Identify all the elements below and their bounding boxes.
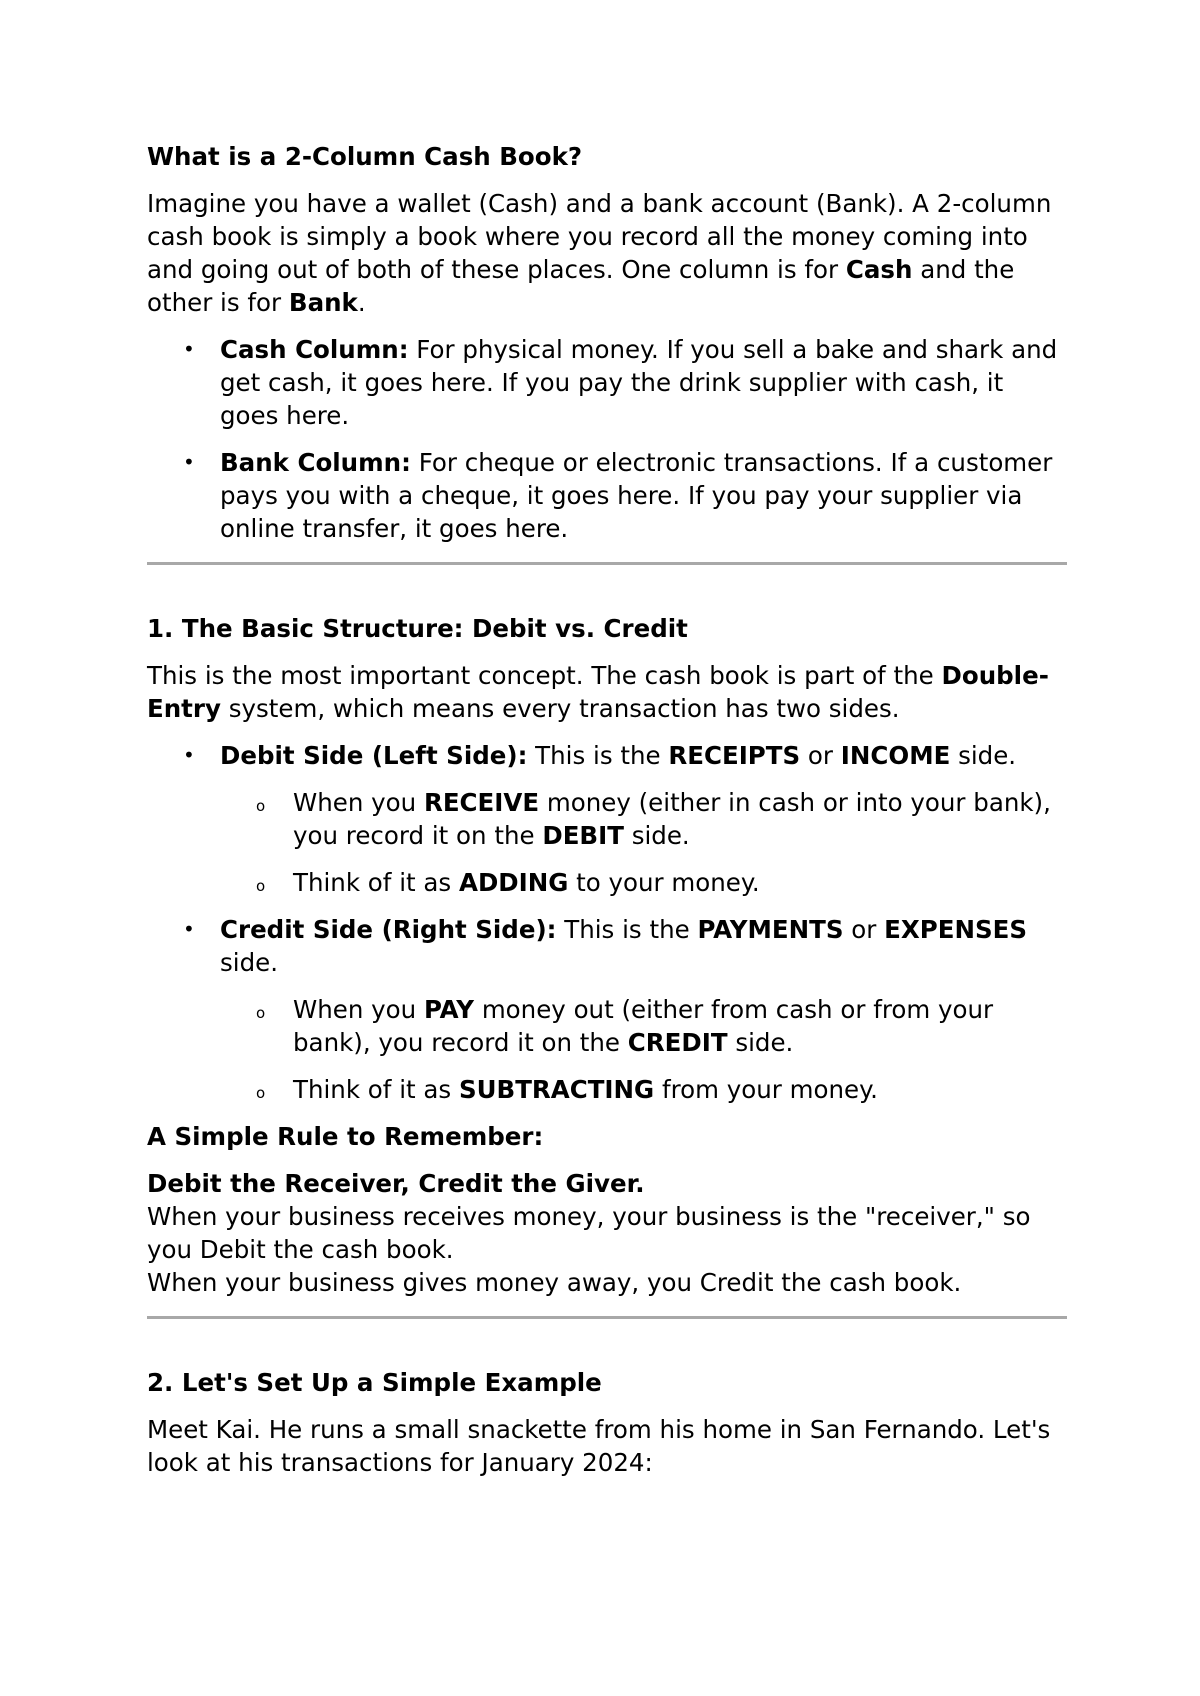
list-item-credit bbox=[147, 913, 1067, 1106]
credit-bold: CREDIT bbox=[627, 1028, 728, 1057]
rule-heading bbox=[147, 1120, 1067, 1153]
text: to your money. bbox=[568, 868, 760, 897]
intro-text-1: Imagine you have a wallet (Cash) and a bank account (Bank). A 2-column cash book is simply a book where you record all the money coming into and going out of both of these places. One column is for bbox=[147, 189, 1052, 284]
text: This is the bbox=[527, 741, 669, 770]
bullet-label: Cash Column: bbox=[220, 335, 409, 364]
section-1-text-1: This is the most important concept. The cash book is part of the bbox=[147, 661, 942, 690]
receive-bold: RECEIVE bbox=[423, 788, 540, 817]
credit-sub-list bbox=[220, 993, 1067, 1106]
text: Think of it as bbox=[293, 1075, 459, 1104]
rule-bold-text: Debit the Receiver, Credit the Giver. bbox=[147, 1169, 645, 1198]
receipts-bold: RECEIPTS bbox=[668, 741, 801, 770]
sub-list-item bbox=[220, 786, 1067, 852]
subtracting-bold: SUBTRACTING bbox=[458, 1075, 655, 1104]
text: When you bbox=[293, 788, 424, 817]
bullet-icon: • bbox=[183, 337, 195, 361]
credit-label: Credit Side (Right Side): bbox=[220, 915, 557, 944]
rule-bold-line bbox=[147, 1167, 1067, 1200]
rule-block bbox=[147, 1167, 1067, 1299]
text: This is the bbox=[556, 915, 698, 944]
bullet-icon: • bbox=[183, 917, 195, 941]
income-bold: INCOME bbox=[840, 741, 951, 770]
section-2-title: 2. Let's Set Up a Simple Example bbox=[147, 1368, 602, 1397]
section-1-title: 1. The Basic Structure: Debit vs. Credit bbox=[147, 614, 688, 643]
intro-title: What is a 2-Column Cash Book? bbox=[147, 142, 583, 171]
intro-paragraph bbox=[147, 187, 1067, 319]
section-2-paragraph: Meet Kai. He runs a small snackette from his home in San Fernando. Let's look at his transactions for January 2024: bbox=[147, 1415, 1051, 1477]
payments-bold: PAYMENTS bbox=[697, 915, 844, 944]
list-item bbox=[147, 333, 1067, 432]
text: or bbox=[800, 741, 841, 770]
sub-list-item bbox=[220, 866, 1067, 899]
double-entry-bold: Double-Entry bbox=[147, 661, 1049, 723]
text: side. bbox=[220, 948, 278, 977]
intro-cash-bold: Cash bbox=[845, 255, 913, 284]
bullet-icon: • bbox=[183, 450, 195, 474]
debit-label: Debit Side (Left Side): bbox=[220, 741, 528, 770]
sub-list-item bbox=[220, 993, 1067, 1059]
text: money out (either from cash or from your bank), you record it on the bbox=[293, 995, 994, 1057]
intro-text-2: and the other is for bbox=[147, 255, 1015, 317]
bullet-label: Bank Column: bbox=[220, 448, 411, 477]
adding-bold: ADDING bbox=[458, 868, 569, 897]
debit-sub-list bbox=[220, 786, 1067, 899]
horizontal-rule bbox=[147, 1316, 1067, 1319]
intro-text-3: . bbox=[357, 288, 366, 317]
rule-line-2: When your business gives money away, you Credit the cash book. bbox=[147, 1268, 962, 1297]
circle-bullet-icon: o bbox=[256, 797, 266, 815]
debit-bold: DEBIT bbox=[542, 821, 624, 850]
intro-bullet-list bbox=[147, 333, 1067, 545]
rule-line-1: When your business receives money, your business is the "receiver," so you Debit the cash book. bbox=[147, 1202, 1031, 1264]
bullet-icon: • bbox=[183, 743, 195, 767]
text: side. bbox=[727, 1028, 794, 1057]
document-page bbox=[147, 140, 1067, 1493]
text: When you bbox=[293, 995, 424, 1024]
rule-heading-text: A Simple Rule to Remember: bbox=[147, 1122, 544, 1151]
expenses-bold: EXPENSES bbox=[884, 915, 1028, 944]
text: or bbox=[843, 915, 885, 944]
sub-list-item bbox=[220, 1073, 1067, 1106]
intro-bank-bold: Bank bbox=[288, 288, 358, 317]
circle-bullet-icon: o bbox=[256, 1084, 266, 1102]
horizontal-rule bbox=[147, 562, 1067, 565]
text: money (either in cash or into your bank), you record it on the bbox=[293, 788, 1051, 850]
section-1-paragraph bbox=[147, 659, 1067, 725]
circle-bullet-icon: o bbox=[256, 1004, 266, 1022]
list-item bbox=[147, 446, 1067, 545]
bullet-text: For physical money. If you sell a bake and shark and get cash, it goes here. If you pay the drink supplier with cash, it goes here. bbox=[220, 335, 1058, 430]
text: side. bbox=[623, 821, 690, 850]
bullet-text: For cheque or electronic transactions. If a customer pays you with a cheque, it goes here. If you pay your supplier via online transfer, it goes here. bbox=[220, 448, 1053, 543]
debit-credit-list bbox=[147, 739, 1067, 1106]
circle-bullet-icon: o bbox=[256, 877, 266, 895]
text: from your money. bbox=[654, 1075, 878, 1104]
section-1-text-2: system, which means every transaction has two sides. bbox=[220, 694, 900, 723]
text: side. bbox=[950, 741, 1017, 770]
pay-bold: PAY bbox=[423, 995, 475, 1024]
text: Think of it as bbox=[293, 868, 459, 897]
list-item-debit bbox=[147, 739, 1067, 899]
